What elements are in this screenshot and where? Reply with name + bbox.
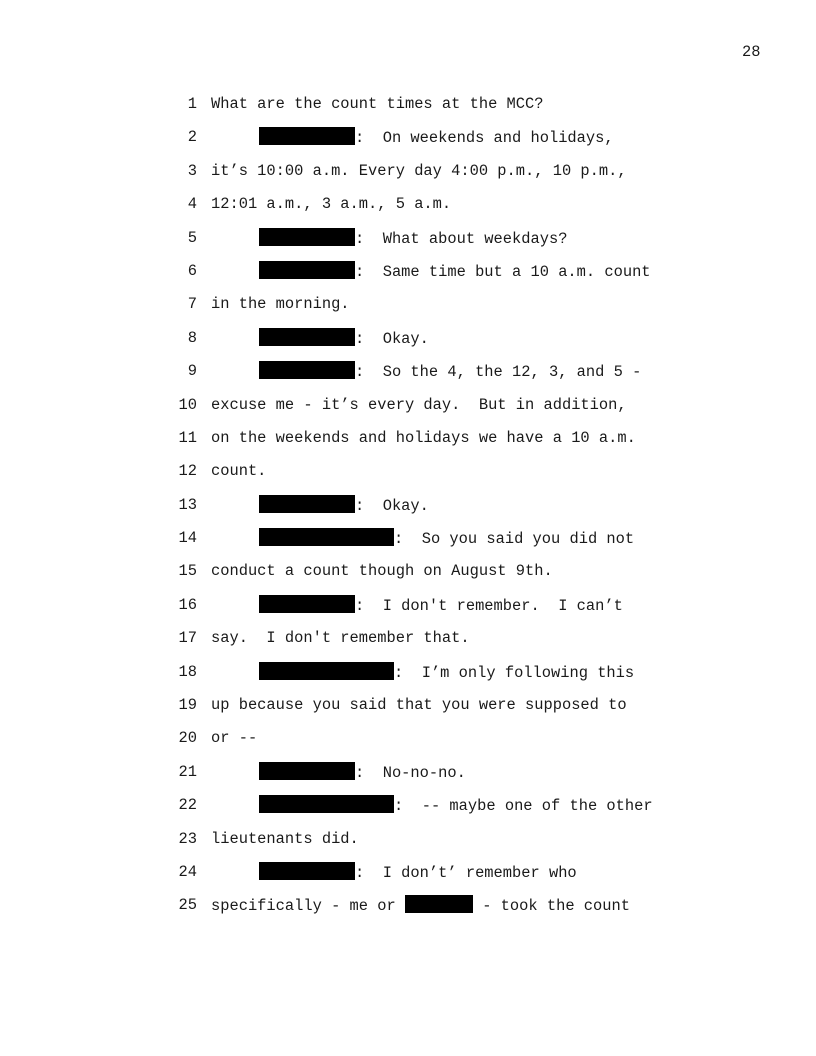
transcript-line — [170, 495, 690, 528]
line-text: : I don’t’ remember who — [355, 863, 577, 882]
line-content — [211, 294, 350, 314]
line-number: 3 — [187, 161, 197, 180]
line-text: in the morning. — [211, 295, 350, 314]
line-content — [259, 862, 577, 883]
redaction-bar — [405, 895, 473, 913]
redaction-bar — [259, 862, 355, 880]
transcript-line — [170, 528, 690, 561]
line-content — [259, 328, 429, 349]
transcript-line — [170, 94, 690, 127]
line-content — [211, 561, 553, 581]
line-number: 6 — [187, 261, 197, 280]
line-text: : Same time but a 10 a.m. count — [355, 262, 651, 281]
transcript-line — [170, 194, 690, 227]
line-content — [211, 728, 257, 748]
line-content — [211, 395, 627, 415]
line-number: 19 — [178, 696, 197, 715]
line-number: 15 — [178, 562, 197, 581]
line-text: or -- — [211, 729, 258, 748]
line-content — [259, 795, 653, 816]
transcript-line — [170, 829, 690, 862]
page-number: 28 — [742, 43, 761, 61]
line-text: excuse me - it’s every day. But in addition, — [211, 395, 627, 414]
line-number: 1 — [187, 95, 197, 113]
line-number: 5 — [187, 228, 197, 247]
line-content — [259, 361, 641, 382]
line-text: say. I don't remember that. — [211, 629, 470, 648]
transcript-line — [170, 795, 690, 828]
line-text: : No-no-no. — [355, 763, 466, 782]
transcript-line — [170, 862, 690, 895]
transcript-line — [170, 328, 690, 361]
line-content — [211, 161, 627, 181]
transcript-line — [170, 127, 690, 160]
line-text: on the weekends and holidays we have a 10 a.m. — [211, 428, 636, 447]
line-content — [259, 127, 614, 148]
line-text: : What about weekdays? — [355, 229, 568, 248]
redaction-bar — [259, 261, 355, 279]
line-number: 2 — [187, 128, 197, 147]
redaction-bar — [259, 361, 355, 379]
transcript-line — [170, 895, 690, 928]
transcript-line — [170, 628, 690, 661]
redaction-bar — [259, 127, 355, 145]
transcript-body — [170, 94, 690, 929]
line-number: 23 — [178, 829, 197, 848]
line-text: up because you said that you were supposed to — [211, 696, 627, 715]
line-content — [259, 495, 429, 516]
line-content — [211, 461, 266, 481]
line-text: : On weekends and holidays, — [355, 129, 614, 148]
line-content — [259, 228, 567, 249]
line-text: 12:01 a.m., 3 a.m., 5 a.m. — [211, 195, 452, 214]
redaction-bar — [259, 795, 394, 813]
line-text: - took the count — [472, 897, 630, 916]
line-content — [259, 528, 634, 549]
line-number: 16 — [178, 595, 197, 614]
transcript-line — [170, 261, 690, 294]
transcript-line — [170, 395, 690, 428]
line-content — [259, 762, 466, 783]
redaction-bar — [259, 495, 355, 513]
line-number: 18 — [178, 662, 197, 681]
transcript-line — [170, 461, 690, 494]
transcript-line — [170, 161, 690, 194]
redaction-bar — [259, 528, 394, 546]
line-text-lead: specifically - me or — [211, 897, 405, 916]
line-text: it’s 10:00 a.m. Every day 4:00 p.m., 10 p.m., — [211, 161, 627, 180]
line-number: 9 — [187, 362, 197, 381]
line-content — [211, 428, 636, 448]
transcript-line — [170, 561, 690, 594]
transcript-line — [170, 662, 690, 695]
redaction-bar — [259, 328, 355, 346]
transcript-line — [170, 361, 690, 394]
line-content — [211, 628, 470, 648]
line-text: lieutenants did. — [211, 829, 359, 848]
line-text: : So the 4, the 12, 3, and 5 - — [355, 363, 642, 382]
line-text: : Okay. — [355, 329, 429, 348]
line-number: 25 — [178, 896, 197, 915]
line-number: 10 — [178, 395, 197, 414]
line-content — [259, 595, 623, 616]
line-number: 8 — [187, 328, 197, 347]
line-text: : So you said you did not — [394, 530, 635, 549]
redaction-bar — [259, 595, 355, 613]
transcript-line — [170, 695, 690, 728]
line-text: : -- maybe one of the other — [394, 797, 653, 816]
line-number: 22 — [178, 796, 197, 815]
line-content — [211, 94, 544, 114]
line-content — [211, 895, 630, 916]
line-number: 12 — [178, 462, 197, 481]
transcript-line — [170, 294, 690, 327]
line-content — [211, 194, 451, 214]
line-number: 17 — [178, 629, 197, 648]
line-text: : Okay. — [355, 496, 429, 515]
line-text: : I don't remember. I can’t — [355, 596, 623, 615]
transcript-line — [170, 595, 690, 628]
line-text: What are the count times at the MCC? — [211, 95, 544, 113]
line-number: 13 — [178, 495, 197, 514]
line-content — [211, 829, 359, 849]
transcript-line — [170, 228, 690, 261]
redaction-bar — [259, 662, 394, 680]
line-number: 24 — [178, 862, 197, 881]
line-text: count. — [211, 462, 267, 481]
line-text: : I’m only following this — [394, 663, 635, 682]
line-content — [259, 261, 651, 282]
line-content — [211, 695, 627, 715]
transcript-line — [170, 428, 690, 461]
transcript-line — [170, 728, 690, 761]
line-number: 14 — [178, 529, 197, 548]
line-number: 4 — [187, 195, 197, 214]
line-text: conduct a count though on August 9th. — [211, 562, 553, 581]
redaction-bar — [259, 762, 355, 780]
transcript-line — [170, 762, 690, 795]
line-number: 20 — [178, 729, 197, 748]
redaction-bar — [259, 228, 355, 246]
line-number: 7 — [187, 295, 197, 314]
line-number: 11 — [178, 428, 197, 447]
line-content — [259, 662, 634, 683]
line-number: 21 — [178, 762, 197, 781]
